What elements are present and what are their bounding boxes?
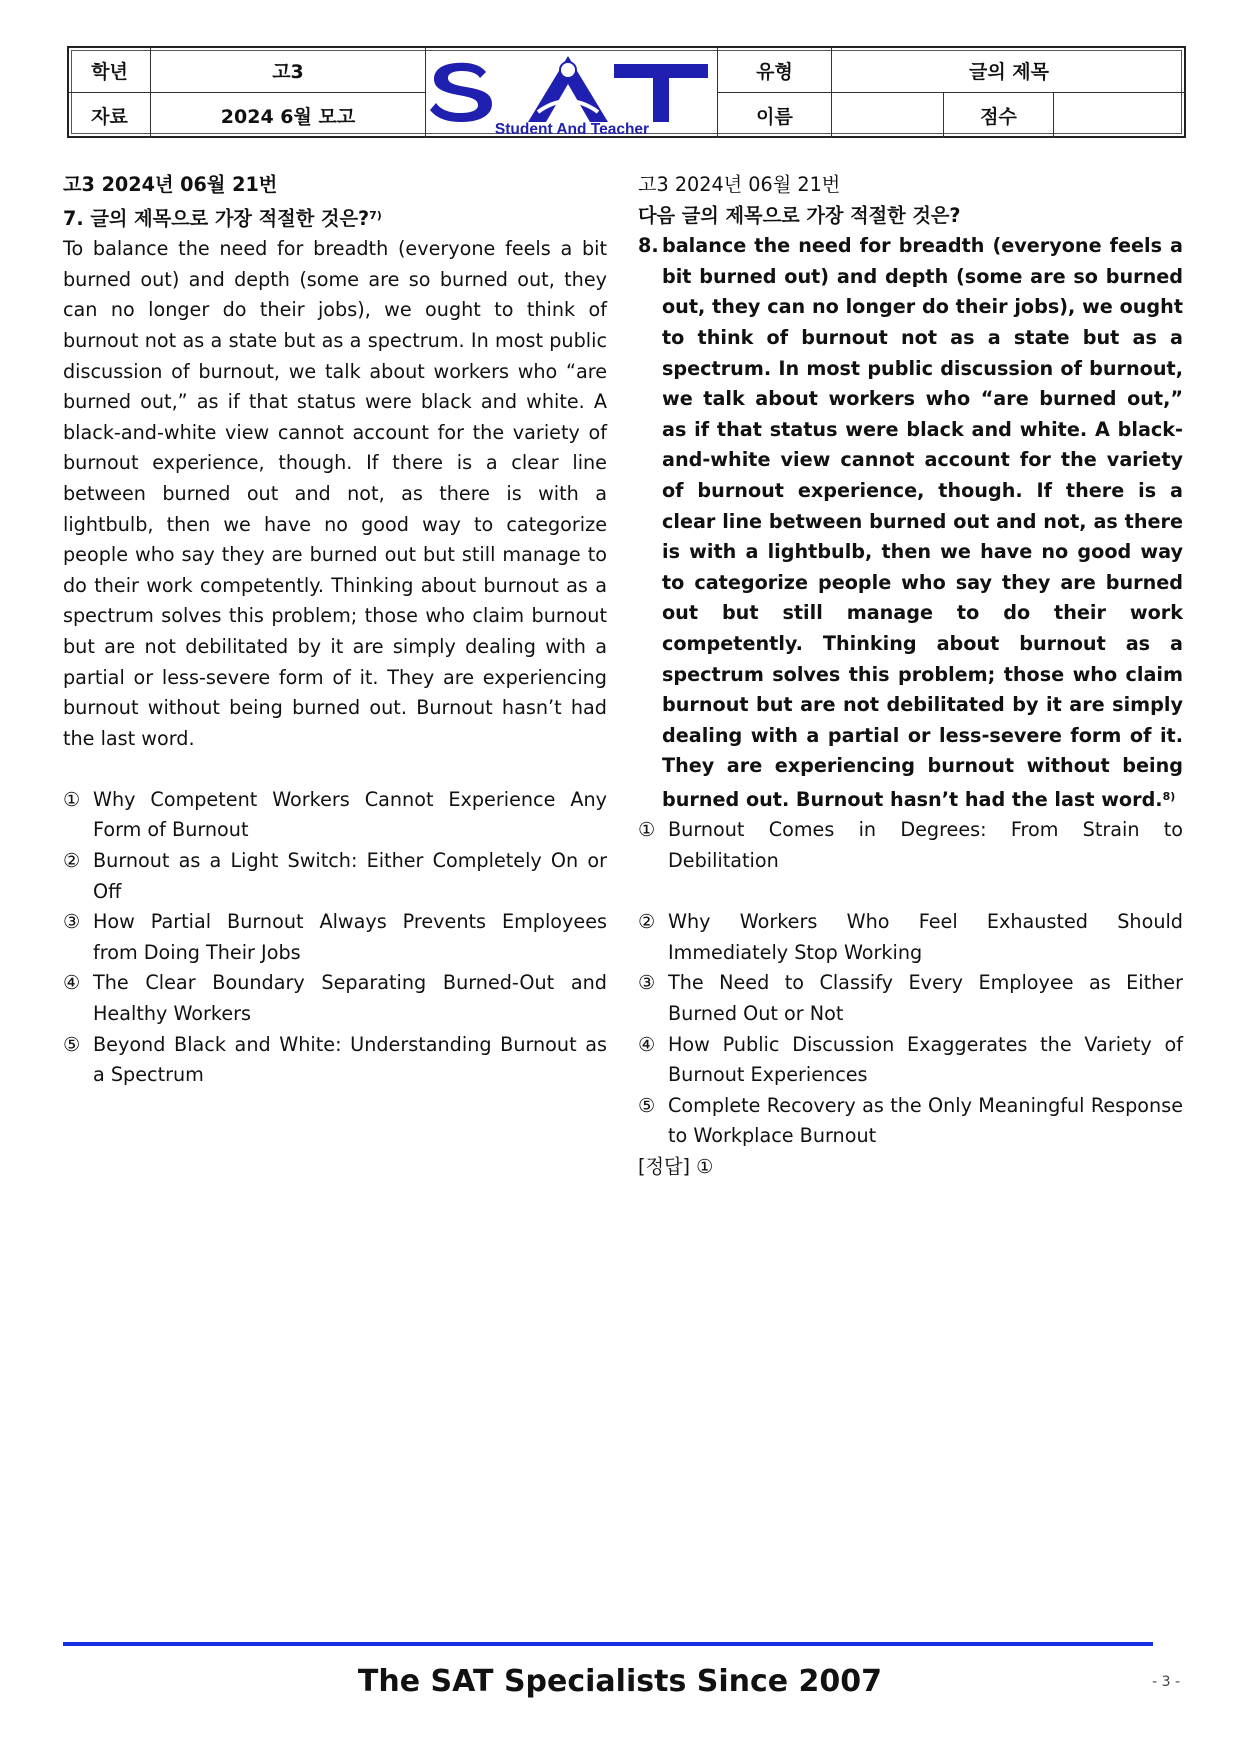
- score-field[interactable]: [1054, 93, 1186, 138]
- right-option-4[interactable]: [638, 1030, 1183, 1091]
- option-mark: ③: [63, 910, 81, 934]
- type-value: 글의 제목: [832, 48, 1186, 93]
- left-option-1[interactable]: [63, 785, 607, 846]
- left-option-3[interactable]: [63, 907, 607, 968]
- right-passage-text: balance the need for breadth (everyone feels a bit burned out) and depth (some are so burned out, they can no longer do their jobs), we ought to think of burnout not as a state but as a spectrum. In most public discussion of burnout, we talk about workers who “are burned out,” as if that status were black and white. A black-and-white view cannot account for the variety of burnout experience, though. If there is a clear line between burned out and not, as there is with a lightbulb, then we have no good way to categorize people who say they are burned out but still manage to do their work competently. Thinking about burnout as a spectrum solves this problem; those who claim burnout but are not debilitated by it are simply dealing with a partial or less-severe form of it. They are experiencing burnout without being burned out. Burnout hasn’t had the last word.: [662, 234, 1183, 811]
- left-passage: To balance the need for breadth (everyone feels a bit burned out) and depth (some are so burned out, they can no longer do their jobs), we ought to think of burnout not as a state but as a spectrum. In most public discussion of burnout, we talk about workers who “are burned out,” as if that status were black and white. A black-and-white view cannot account for the variety of burnout experience, though. If there is a clear line between burned out and not, as there is with a lightbulb, then we have no good way to categorize people who say they are burned out but still manage to do their work competently. Thinking about burnout as a spectrum solves this problem; those who claim burnout but are not debilitated by it are simply dealing with a partial or less-severe form of it. They are experiencing burnout without being burned out. Burnout hasn’t had the last word.: [63, 237, 607, 750]
- left-source: 고3 2024년 06월 21번: [63, 173, 278, 196]
- right-question: 다음 글의 제목으로 가장 적절한 것은?: [638, 203, 961, 227]
- page-number: - 3 -: [1152, 1674, 1180, 1690]
- logo-subtitle: Student And Teacher: [494, 121, 649, 136]
- option-mark: ②: [638, 910, 656, 934]
- right-footnote: 8): [1162, 789, 1176, 803]
- option-text: Beyond Black and White: Understanding Burnout as a Spectrum: [93, 1032, 607, 1087]
- left-options: [63, 785, 607, 1091]
- right-source: 고3 2024년 06월 21번: [638, 173, 841, 196]
- option-mark: ①: [638, 818, 656, 842]
- right-options: [638, 815, 1183, 1152]
- name-label: 이름: [718, 93, 832, 138]
- right-option-3[interactable]: [638, 968, 1183, 1029]
- option-mark: ⑤: [638, 1093, 656, 1117]
- right-option-1[interactable]: [638, 815, 1183, 876]
- answer-key: [정답] ①: [638, 1155, 714, 1178]
- right-passage: [662, 231, 1183, 815]
- right-question-number: 8.: [638, 234, 659, 258]
- right-column: [638, 170, 1183, 1183]
- score-label: 점수: [944, 93, 1054, 138]
- option-text: How Public Discussion Exaggerates the Variety of Burnout Experiences: [668, 1032, 1183, 1087]
- source-label: 자료: [69, 93, 151, 138]
- option-text: Burnout as a Light Switch: Either Completely On or Off: [93, 849, 607, 903]
- footer-tagline: The SAT Specialists Since 2007: [357, 1664, 883, 1699]
- left-option-4[interactable]: [63, 968, 607, 1029]
- option-mark: ④: [63, 971, 81, 995]
- right-passage-block: [638, 231, 1183, 815]
- source-value: 2024 6월 모고: [151, 93, 426, 138]
- left-question: [63, 201, 607, 235]
- name-field[interactable]: [832, 93, 944, 138]
- option-text: Why Workers Who Feel Exhausted Should Immediately Stop Working: [668, 910, 1183, 964]
- left-column: [63, 170, 607, 1091]
- sat-logo-graphic: [428, 50, 716, 136]
- option-mark: ①: [63, 787, 81, 811]
- left-option-2[interactable]: [63, 846, 607, 907]
- header-table: [67, 46, 1186, 138]
- option-text: Burnout Comes in Degrees: From Strain to Debilitation: [668, 818, 1183, 873]
- left-option-5[interactable]: [63, 1030, 607, 1091]
- option-text: Complete Recovery as the Only Meaningful Response to Workplace Burnout: [668, 1093, 1183, 1148]
- grade-value: 고3: [151, 48, 426, 93]
- footer-rule: [63, 1642, 1153, 1646]
- option-mark: ③: [638, 971, 656, 995]
- option-mark: ②: [63, 849, 81, 873]
- left-question-text: 7. 글의 제목으로 가장 적절한 것은?: [63, 206, 370, 230]
- option-mark: ④: [638, 1032, 656, 1056]
- right-option-5[interactable]: [638, 1091, 1183, 1152]
- option-mark: ⑤: [63, 1032, 81, 1056]
- option-text: Why Competent Workers Cannot Experience Any Form of Burnout: [93, 787, 607, 842]
- sat-logo: [426, 48, 718, 138]
- option-text: The Clear Boundary Separating Burned-Out and Healthy Workers: [93, 971, 607, 1026]
- option-text: How Partial Burnout Always Prevents Employees from Doing Their Jobs: [93, 910, 607, 964]
- left-footnote: 7): [369, 208, 382, 222]
- option-text: The Need to Classify Every Employee as Either Burned Out or Not: [668, 971, 1183, 1026]
- grade-label: 학년: [69, 48, 151, 93]
- type-label: 유형: [718, 48, 832, 93]
- right-option-2[interactable]: [638, 907, 1183, 968]
